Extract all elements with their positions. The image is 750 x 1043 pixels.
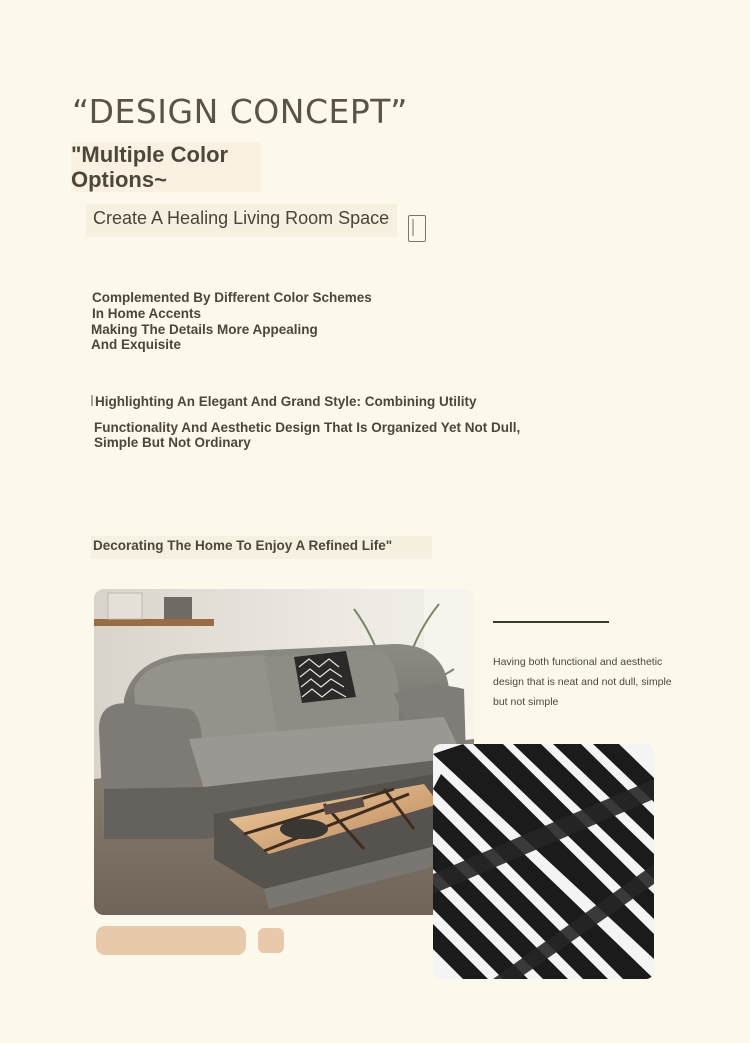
description-line: And Exquisite — [91, 337, 182, 353]
style-line-2: Functionality And Aesthetic Design That Is Organized Yet Not Dull, Simple But Not Ordinary — [94, 419, 521, 450]
quote-text: Decorating The Home To Enjoy A Refined Life" — [91, 536, 432, 559]
page-title: “DESIGN CONCEPT” — [72, 92, 408, 131]
text-cursor-box-icon — [408, 215, 426, 242]
subtitle: "Multiple Color Options~ — [71, 142, 261, 192]
accent-square — [258, 928, 284, 953]
caption-text: Having both functional and aesthetic design that is neat and not dull, simple but not simple — [493, 656, 672, 708]
caption-divider — [493, 621, 609, 623]
slat-detail-photo — [433, 744, 654, 979]
headline: Create A Healing Living Room Space — [86, 204, 397, 237]
sofa-photo — [94, 589, 474, 915]
style-paragraph — [94, 394, 564, 451]
description-paragraph — [92, 290, 372, 353]
description-line: In Home Accents — [92, 305, 202, 321]
description-line: Complemented By Different Color Schemes — [92, 290, 372, 305]
description-line: Making The Details More Appealing — [91, 321, 318, 337]
style-line-1: Highlighting An Elegant And Grand Style: Combining Utility — [94, 394, 564, 410]
accent-pill — [96, 926, 246, 955]
